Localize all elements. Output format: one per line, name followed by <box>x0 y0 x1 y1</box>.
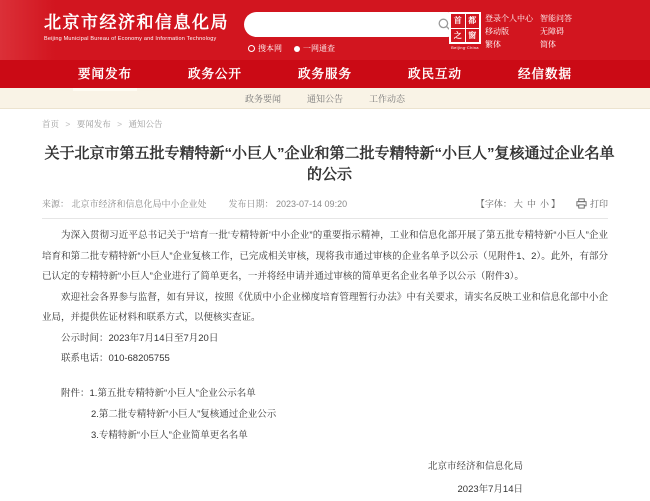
subnav-item-notices[interactable]: 通知公告 <box>306 93 343 104</box>
subnav-item-gov-news[interactable]: 政务要闻 <box>244 93 281 104</box>
breadcrumb-news-release[interactable]: 要闻发布 <box>76 119 111 129</box>
article-title: 关于北京市第五批专精特新“小巨人”企业和第二批专精特新“小巨人”复核通过企业名单的公示 <box>44 145 615 183</box>
article-meta <box>42 197 608 210</box>
main-nav <box>0 60 650 88</box>
signature-org: 北京市经济和信息化局 <box>427 460 523 472</box>
breadcrumb-notices[interactable]: 通知公告 <box>128 119 163 129</box>
badge-caption: Beijing·China <box>451 45 479 50</box>
breadcrumb-separator: > <box>65 119 71 129</box>
breadcrumb-separator: > <box>117 119 123 129</box>
font-size-large-button[interactable]: 大 <box>513 199 523 209</box>
search-scope-site[interactable] <box>248 43 282 54</box>
search-scope-all[interactable] <box>294 43 335 54</box>
capital-window-badge[interactable] <box>449 12 481 44</box>
header-links-column-1 <box>485 12 533 51</box>
article-paragraph: 欢迎社会各界参与监督，如有异议，按照《优质中小企业梯度培育管理暂行办法》中有关要求，请实名反映工业和信息化部中小企业局，并提供佐证材料和联系方式，以便核实查证。 <box>42 291 608 323</box>
meta-publish-date: 发布日期： 2023-07-14 09:20 <box>228 199 348 209</box>
header-links-column-2 <box>540 12 572 51</box>
site-header <box>0 0 650 60</box>
nav-item-econ-info-data[interactable]: 经信数据 <box>517 67 572 81</box>
search-input[interactable] <box>244 12 460 37</box>
site-logo[interactable] <box>44 13 229 42</box>
font-size-medium-button[interactable]: 中 <box>526 199 536 209</box>
badge-char: 窗 <box>466 29 480 43</box>
subnav-item-work-updates[interactable]: 工作动态 <box>369 93 406 104</box>
breadcrumb <box>42 118 608 130</box>
nav-item-news-release[interactable]: 要闻发布 <box>77 67 132 81</box>
signature-block <box>42 455 608 501</box>
meta-source: 来源： 北京市经济和信息化局中小企业处 <box>42 199 207 209</box>
font-ctl-open: 【字体： <box>475 199 512 209</box>
page-content <box>0 118 650 501</box>
nav-item-public-interaction[interactable]: 政民互动 <box>407 67 462 81</box>
signature-date: 2023年7月14日 <box>457 483 523 495</box>
site-name-en: Beijing Municipal Bureau of Economy and Information Technology <box>44 36 217 42</box>
badge-char: 都 <box>466 14 480 28</box>
article-paragraph: 为深入贯彻习近平总书记关于“培育一批‘专精特新’中小企业”的重要指示精神，工业和信息化部开展了第五批专精特新“小巨人”企业培育和第二批专精特新“小巨人”企业复核工作，已完成相关审核，现将我市通过审核的企业名单予以公示（见附件1、2）。此外，有部分已认定的专精特新“小巨人”企业进行了简单更名，一并将经申请并通过审核的简单更名企业名单予以公示（附件3）。 <box>42 230 608 282</box>
contact-phone: 联系电话：010-68205755 <box>61 353 170 364</box>
attachment-link-2[interactable]: 2.第二批专精特新“小巨人”复核通过企业公示 <box>91 408 277 420</box>
link-accessibility[interactable]: 无障碍 <box>540 27 564 36</box>
font-ctl-close: 】 <box>550 199 560 209</box>
font-size-small-button[interactable]: 小 <box>539 199 549 209</box>
article-body <box>42 226 608 501</box>
radio-ring-icon <box>248 45 255 52</box>
search-box <box>244 12 460 37</box>
badge-char: 之 <box>451 29 465 43</box>
sub-nav <box>0 88 650 109</box>
print-button[interactable] <box>576 197 608 210</box>
badge-char: 首 <box>451 14 465 28</box>
printer-icon <box>576 198 587 209</box>
nav-item-gov-affairs-open[interactable]: 政务公开 <box>187 67 242 81</box>
link-login-personal-center[interactable]: 登录个人中心 <box>485 14 533 23</box>
site-name: 北京市经济和信息化局 <box>44 13 229 32</box>
attachment-link-1[interactable]: 1.第五批专精特新“小巨人”企业公示名单 <box>89 387 256 399</box>
radio-dot-icon <box>294 46 300 52</box>
breadcrumb-home[interactable]: 首页 <box>42 119 60 129</box>
font-size-control <box>476 197 560 210</box>
link-simplified-chinese[interactable]: 简体 <box>540 40 556 49</box>
search-scope-all-label: 一网通查 <box>303 44 335 53</box>
link-mobile-version[interactable]: 移动版 <box>485 27 509 36</box>
search-scope-options <box>248 43 335 54</box>
print-label: 打印 <box>589 199 608 209</box>
nav-item-gov-services[interactable]: 政务服务 <box>297 67 352 81</box>
attachments-section <box>42 383 608 446</box>
link-traditional-chinese[interactable]: 繁体 <box>485 40 501 49</box>
active-tab-indicator <box>73 88 137 91</box>
search-scope-site-label: 搜本网 <box>258 44 282 53</box>
publicity-period: 公示时间：2023年7月14日至7月20日 <box>61 332 219 344</box>
link-smart-qa[interactable]: 智能问答 <box>540 14 572 23</box>
divider <box>42 218 608 219</box>
attachments-label: 附件： <box>61 387 90 399</box>
attachment-link-3[interactable]: 3.专精特新“小巨人”企业简单更名名单 <box>91 429 248 441</box>
